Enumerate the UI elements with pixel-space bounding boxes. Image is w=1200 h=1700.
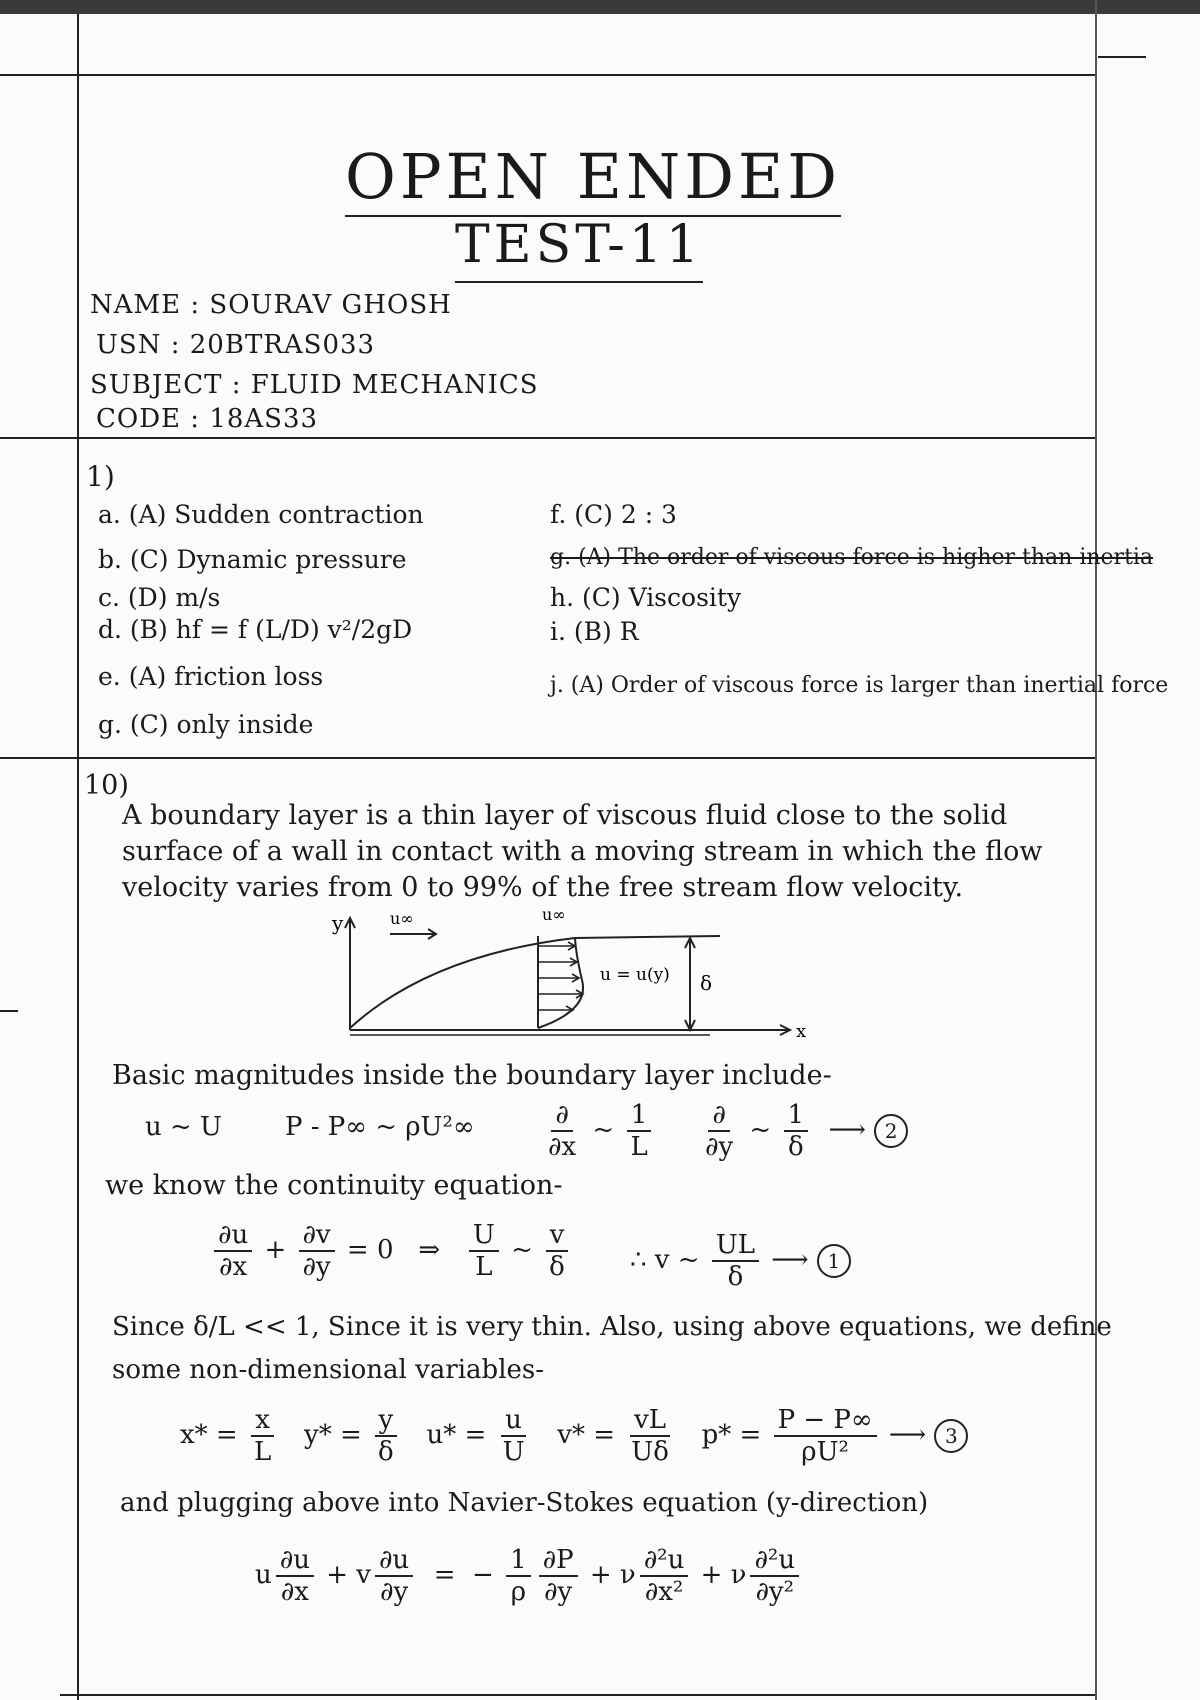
section-rule-2	[0, 757, 1095, 759]
boundary-layer-definition: A boundary layer is a thin layer of viscous fluid close to the solid surface of a wall in contact with a moving stream in which the flow velocity varies from 0 to 99% of the free stream flow velocity.	[122, 800, 1043, 903]
u-inf-right-label: u∞	[542, 905, 566, 924]
q1-answer-e: e. (A) friction loss	[98, 662, 324, 691]
velocity-profile-curve	[538, 938, 583, 1028]
student-code: CODE : 18AS33	[96, 404, 319, 434]
question-1-number: 1)	[86, 460, 115, 493]
question-10-number: 10)	[84, 770, 129, 801]
q1-answer-g-left: g. (C) only inside	[98, 710, 314, 739]
magnitudes-intro: Basic magnitudes inside the boundary layer include-	[112, 1060, 832, 1091]
page-right-edge	[1095, 0, 1097, 1700]
non-dimensional-variables: x* = $\frac{x}{L}$ y* = $\frac{y}{\delta}$ u* = $\frac{u}{U}$ v* = $\frac{vL}{U\delta}$ p* = $\frac{P - P\infty}{\text{ρU²}}$ ⟶ 3	[180, 1405, 968, 1467]
q1-answer-d: d. (B) hf = f (L/D) v²/2gD	[98, 615, 413, 644]
magnitude-derivatives: $\frac{\partial}{\partial x}$ ~ $\frac{1}{L}$ $\frac{\partial}{\partial y}$ ~ $\frac{1}{\delta}$ ⟶ 2	[540, 1100, 908, 1162]
x-axis-label: x	[796, 1021, 807, 1042]
student-name: NAME : SOURAV GHOSH	[90, 290, 452, 320]
q1-answer-c: c. (D) m/s	[98, 583, 221, 612]
bottom-rule	[60, 1694, 1095, 1696]
section-rule-1	[0, 437, 1095, 439]
navier-stokes-intro: and plugging above into Navier-Stokes equation (y-direction)	[120, 1488, 929, 1518]
continuity-intro: we know the continuity equation-	[105, 1170, 563, 1201]
q1-answer-h: h. (C) Viscosity	[550, 583, 742, 612]
page-title: OPEN ENDED	[345, 140, 841, 217]
magnitude-p: P - P∞ ~ ρU²∞	[285, 1112, 475, 1142]
continuity-result: ∴ v ~ $\frac{UL}{\delta}$ ⟶ 1	[630, 1230, 851, 1292]
q1-answer-j: j. (A) Order of viscous force is larger than inertial force	[550, 673, 1169, 698]
student-usn: USN : 20BTRAS033	[96, 330, 376, 360]
q1-answer-i: i. (B) R	[550, 617, 639, 646]
profile-label: u = u(y)	[600, 965, 670, 985]
equation-3-marker: 3	[934, 1419, 968, 1453]
student-subject: SUBJECT : FLUID MECHANICS	[90, 370, 539, 400]
delta-label: δ	[700, 971, 713, 995]
page-subtitle: TEST-11	[455, 215, 703, 283]
q1-answer-a: a. (A) Sudden contraction	[98, 500, 424, 529]
continuity-result-prefix: ∴ v ~	[630, 1245, 700, 1275]
equation-1-marker: 1	[817, 1244, 851, 1278]
equation-2-marker: 2	[874, 1114, 908, 1148]
since-line-1: Since δ/L << 1, Since it is very thin. Also, using above equations, we define	[112, 1312, 1112, 1342]
q1-answer-b: b. (C) Dynamic pressure	[98, 545, 407, 574]
navier-stokes-y-equation: u $\frac{\partial u}{\partial x}$ + v $\frac{\partial u}{\partial y}$ = − $\frac{1}{\rho}$ $\frac{\partial P}{\partial y}$ + ν $\frac{\text{∂²u}}{\text{∂x²}}$ + ν $\frac{\text{∂²u}}{\text{∂y²}}$	[255, 1545, 803, 1607]
continuity-equation: $\frac{\partial u}{\partial x}$ + $\frac{\partial v}{\partial y}$ = 0 ⇒ $\frac{U}{L}$ ~ $\frac{v}{\delta}$	[210, 1220, 573, 1282]
margin-line	[77, 14, 79, 1700]
y-axis-label: y	[332, 911, 344, 935]
boundary-layer-diagram	[320, 900, 820, 1050]
edge-tick-top	[1098, 56, 1146, 58]
page-top-edge	[0, 0, 1200, 14]
since-line-2: some non-dimensional variables-	[112, 1355, 545, 1385]
magnitude-u: u ~ U	[145, 1112, 222, 1142]
q1-answer-f: f. (C) 2 : 3	[550, 500, 677, 529]
q1-answer-g-struck: g. (A) The order of viscous force is higher than inertia	[550, 545, 1154, 570]
header-rule	[0, 74, 1095, 76]
u-inf-left-label: u∞	[390, 909, 414, 928]
edge-tick-left	[0, 1010, 18, 1012]
